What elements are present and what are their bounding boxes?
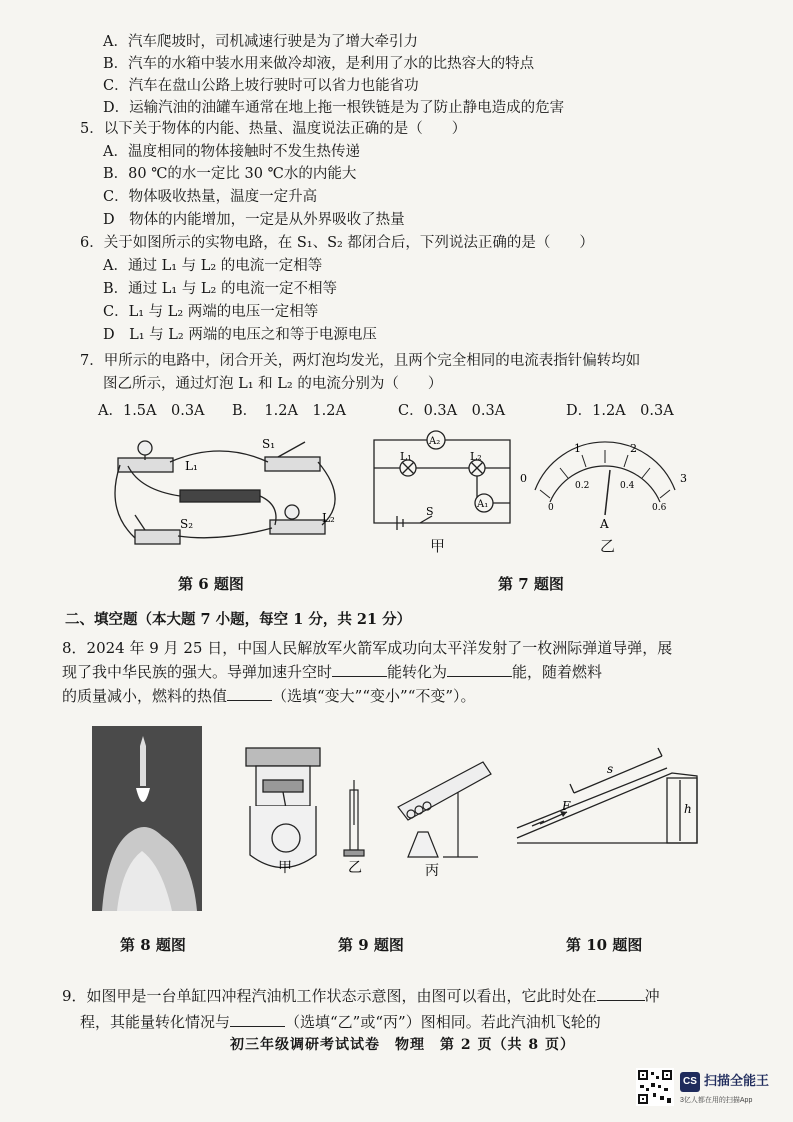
fig6-circuit-diagram [110,430,350,555]
fig7-label-a1: A₁ [477,499,489,510]
q8-line2-part2: 能转化为 [387,663,448,681]
scanner-logo-icon: CS [680,1072,700,1092]
fig10-incline-diagram [512,748,722,858]
fig9-label-jia: 甲 [278,860,292,876]
q9-blank-2[interactable] [230,1026,285,1027]
fig9-engine-diagram [238,740,328,875]
q9-line2-part1: 程，其能量转化情况与 [80,1013,231,1031]
fig9-testtube-diagram [383,752,503,877]
fig7-schematic [372,428,522,528]
fig7-scale-top-3: 3 [680,472,687,485]
fig7-label-jia: 甲 [430,537,446,555]
q8-blank-2[interactable] [447,676,512,677]
q5-option-a: A．温度相同的物体接触时不发生热传递 [103,144,360,160]
fig7-scale-bottom-2: 0.4 [620,481,635,491]
q6-option-a: A．通过 L₁ 与 L₂ 的电流一定相等 [103,258,323,274]
fig7-label-s: S [426,505,434,518]
q8-line3-part1: 的质量减小，燃料的热值 [62,687,228,705]
fig7-caption: 第 7 题图 [498,575,564,593]
q8-blank-3[interactable] [227,700,272,701]
fig7-ammeter-dial [520,440,690,540]
q6-option-c: C．L₁ 与 L₂ 两端的电压一定相等 [103,304,319,320]
fig7-scale-top-0: 0 [520,472,527,485]
fig9-tube-diagram [340,780,370,875]
q8-line2-part1: 现了我中华民族的强大。导弹加速升空时 [62,663,333,681]
q5-option-d: D 物体的内能增加，一定是从外界吸收了热量 [103,212,405,228]
fig7-scale-top-2: 2 [630,442,637,455]
q8-line3-part2: （选填“变大”“变小”“不变”）。 [272,687,476,705]
fig7-scale-bottom-1: 0.2 [575,481,590,491]
section2-title: 二、填空题（本大题 7 小题，每空 1 分，共 21 分） [65,611,412,628]
fig7-scale-bottom-0: 0 [548,503,554,513]
fig7-label-l1: L₁ [400,450,412,463]
q5-stem: 5．以下关于物体的内能、热量、温度说法正确的是（ ） [80,121,467,137]
fig10-label-s: s [607,762,614,776]
fig6-label-s1: S₁ [262,437,276,451]
scanner-app-name: 扫描全能王 [704,1073,770,1088]
fig6-label-l2: L₂ [322,511,335,525]
q4-option-c: C．汽车在盘山公路上坡行驶时可以省力也能省功 [103,78,419,94]
fig9-label-yi: 乙 [348,860,362,876]
q9-line1-part2: 冲 [644,987,660,1005]
q9-line2 [80,1012,601,1032]
q4-option-a: A．汽车爬坡时，司机减速行驶是为了增大牵引力 [103,34,418,50]
fig6-label-s2: S₂ [180,517,194,531]
q7-option-c: C．0.3A 0.3A [398,403,506,419]
q9-line1-part1: 9．如图甲是一台单缸四冲程汽油机工作状态示意图，由图可以看出，它此时处在 [62,987,597,1005]
fig8-rocket-photo [92,726,202,911]
q5-option-c: C．物体吸收热量，温度一定升高 [103,189,318,205]
fig10-label-h: h [684,802,692,816]
q9-line2-part2: （选填“乙”或“丙”）图相同。若此汽油机飞轮的 [285,1013,601,1031]
q7-option-d: D．1.2A 0.3A [566,403,674,419]
fig7-label-yi: 乙 [600,537,616,555]
q7-stem-line2: 图乙所示，通过灯泡 L₁ 和 L₂ 的电流分别为（ ） [103,376,443,392]
q8-line2 [62,662,602,682]
fig10-label-f: F [562,799,571,813]
q9-line1 [62,986,660,1006]
q7-stem-line1: 7．甲所示的电路中，闭合开关，两灯泡均发光，且两个完全相同的电流表指针偏转均如 [80,353,641,369]
q6-option-d: D L₁ 与 L₂ 两端的电压之和等于电源电压 [103,327,377,343]
fig7-scale-bottom-3: 0.6 [652,503,667,513]
q8-line2-part3: 能，随着燃料 [512,663,603,681]
q9-blank-1[interactable] [597,1000,645,1001]
fig8-caption: 第 8 题图 [120,936,186,954]
scanner-app-tagline: 3亿人都在用的扫描App [680,1097,753,1104]
fig6-label-l1: L₁ [185,459,198,473]
fig7-label-a2: A₂ [429,436,441,447]
q6-option-b: B．通过 L₁ 与 L₂ 的电流一定不相等 [103,281,337,297]
q4-option-b: B．汽车的水箱中装水用来做冷却液，是利用了水的比热容大的特点 [103,56,535,72]
q8-blank-1[interactable] [332,676,387,677]
fig6-caption: 第 6 题图 [178,575,244,593]
fig9-caption: 第 9 题图 [338,936,404,954]
fig7-pointer-label: A [600,517,609,531]
q6-stem: 6．关于如图所示的实物电路，在 S₁、S₂ 都闭合后，下列说法正确的是（ ） [80,235,594,251]
fig7-scale-top-1: 1 [574,442,581,455]
q8-line3 [62,686,476,706]
fig7-label-l2: L₂ [470,450,482,463]
q5-option-b: B．80 ℃的水一定比 30 ℃水的内能大 [103,166,357,182]
fig10-caption: 第 10 题图 [566,936,643,954]
q4-option-d: D．运输汽油的油罐车通常在地上拖一根铁链是为了防止静电造成的危害 [103,100,565,116]
qr-code-icon [636,1068,674,1106]
fig9-label-bing: 丙 [425,863,439,879]
q7-option-b: B． 1.2A 1.2A [232,403,346,419]
q8-line1: 8．2024 年 9 月 25 日，中国人民解放军火箭军成功向太平洋发射了一枚洲际弹道导弹，展 [62,639,673,657]
page-footer: 初三年级调研考试试卷 物理 第 2 页（共 8 页） [230,1037,575,1053]
q7-option-a: A．1.5A 0.3A [98,403,205,419]
